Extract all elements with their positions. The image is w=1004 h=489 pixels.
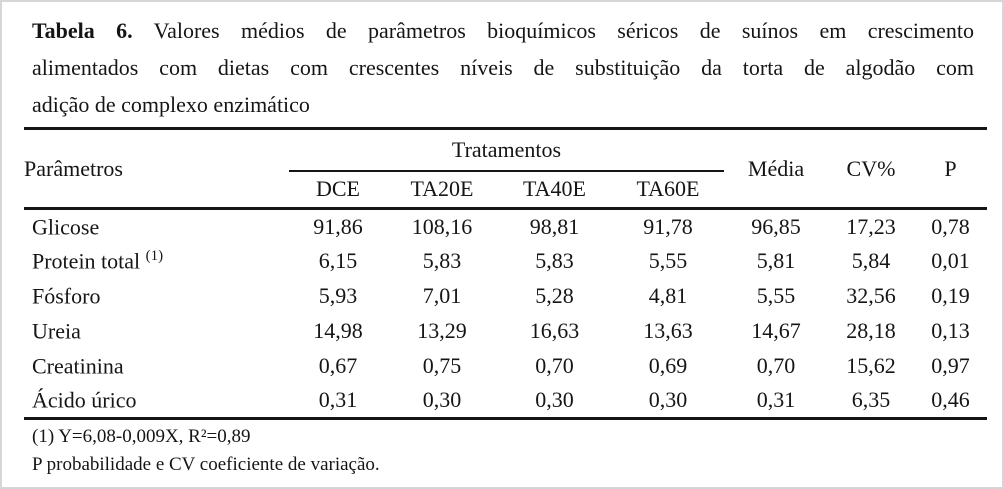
data-cell: 0,31 bbox=[318, 387, 358, 413]
data-cell: 5,84 bbox=[851, 248, 891, 273]
table-footnotes bbox=[32, 423, 974, 479]
data-cell: 5,55 bbox=[648, 248, 688, 273]
data-cell: 14,67 bbox=[751, 318, 801, 343]
col-header-ta60e: TA60E bbox=[636, 176, 700, 202]
row-label: Glicose bbox=[32, 213, 100, 239]
col-header-ta20e: TA20E bbox=[410, 176, 474, 202]
data-cell: 98,81 bbox=[529, 213, 580, 239]
data-cell: 5,28 bbox=[535, 283, 574, 308]
header-row-group bbox=[24, 129, 987, 171]
col-header-dce: DCE bbox=[316, 176, 360, 202]
data-cell: 32,56 bbox=[846, 283, 896, 308]
data-cell: 0,01 bbox=[931, 248, 970, 273]
table-row bbox=[24, 349, 987, 384]
data-cell: 7,01 bbox=[422, 283, 462, 308]
data-cell: 13,63 bbox=[643, 318, 693, 343]
table-caption-line-3 bbox=[32, 86, 974, 123]
data-cell: 6,35 bbox=[851, 387, 891, 413]
group-header-tratamentos: Tratamentos bbox=[289, 129, 724, 171]
data-cell: 13,29 bbox=[417, 318, 467, 343]
caption-text-2: alimentados com dietas com crescentes níveis de substituição da torta de algodão com bbox=[32, 55, 974, 80]
data-cell: 91,78 bbox=[643, 213, 693, 239]
col-header-parametros: Parâmetros bbox=[24, 155, 123, 181]
caption-text-1: Valores médios de parâmetros bioquímicos séricos de suínos em crescimento bbox=[153, 18, 974, 43]
table-row bbox=[24, 384, 987, 419]
data-cell: 5,55 bbox=[756, 283, 796, 308]
row-label: Ureia bbox=[32, 318, 81, 344]
footnote-abbreviations: P probabilidade e CV coeficiente de variação. bbox=[32, 454, 380, 475]
data-cell: 0,30 bbox=[535, 387, 574, 413]
data-cell: 16,63 bbox=[529, 318, 580, 343]
row-label: Creatinina bbox=[32, 353, 124, 379]
col-header-ta40e: TA40E bbox=[522, 176, 586, 202]
data-cell: 5,83 bbox=[535, 248, 574, 273]
row-label: Ácido úrico bbox=[32, 387, 137, 413]
table-row bbox=[24, 209, 987, 244]
data-cell: 0,19 bbox=[931, 283, 970, 308]
data-cell: 96,85 bbox=[751, 213, 801, 239]
table-caption-line-2 bbox=[32, 49, 974, 86]
data-cell: 15,62 bbox=[846, 353, 896, 378]
biochemical-parameters-table bbox=[24, 127, 987, 420]
col-header-p: P bbox=[944, 155, 957, 181]
table-row bbox=[24, 279, 987, 314]
col-header-media: Média bbox=[747, 155, 805, 181]
row-label-superscript: (1) bbox=[145, 247, 164, 264]
data-cell: 0,97 bbox=[931, 353, 970, 378]
footnote-regression: (1) Y=6,08-0,009X, R²=0,89 bbox=[32, 426, 251, 447]
col-header-cv: CV% bbox=[846, 155, 896, 181]
data-cell: 5,93 bbox=[318, 283, 358, 308]
data-cell: 0,30 bbox=[648, 387, 688, 413]
table-number-label: Tabela 6. bbox=[32, 18, 133, 43]
data-cell: 0,69 bbox=[648, 353, 688, 378]
table-row bbox=[24, 314, 987, 349]
data-cell: 0,13 bbox=[931, 318, 970, 343]
data-cell: 0,31 bbox=[756, 387, 796, 413]
data-cell: 0,67 bbox=[318, 353, 358, 378]
data-cell: 17,23 bbox=[846, 213, 896, 239]
data-cell: 108,16 bbox=[411, 213, 473, 239]
row-label: Protein total $^{(1)}$ bbox=[32, 247, 164, 274]
data-cell: 6,15 bbox=[318, 248, 358, 273]
table-caption-line-1 bbox=[32, 12, 974, 49]
data-cell: 0,70 bbox=[535, 353, 574, 378]
caption-text-3: adição de complexo enzimático bbox=[32, 92, 310, 117]
data-cell: 14,98 bbox=[313, 318, 363, 343]
data-cell: 0,70 bbox=[756, 353, 796, 378]
data-cell: 91,86 bbox=[313, 213, 363, 239]
table-row bbox=[24, 244, 987, 279]
data-cell: 4,81 bbox=[648, 283, 688, 308]
data-cell: 5,83 bbox=[422, 248, 462, 273]
data-cell: 0,46 bbox=[931, 387, 970, 413]
data-cell: 5,81 bbox=[756, 248, 796, 273]
data-cell: 28,18 bbox=[846, 318, 896, 343]
table-caption bbox=[32, 12, 974, 123]
data-cell: 0,75 bbox=[422, 353, 462, 378]
data-cell: 0,78 bbox=[931, 213, 970, 239]
row-label: Fósforo bbox=[32, 283, 101, 309]
data-cell: 0,30 bbox=[422, 387, 462, 413]
